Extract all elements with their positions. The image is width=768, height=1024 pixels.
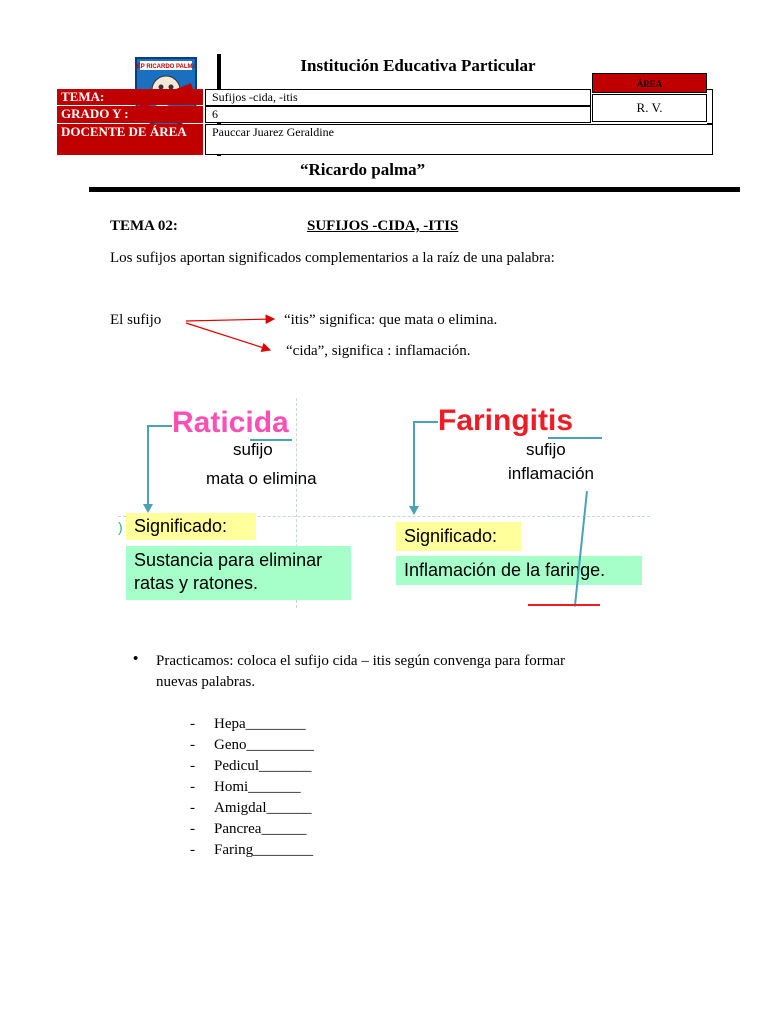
header-rule — [89, 187, 740, 192]
institution-title: Institución Educativa Particular — [300, 56, 536, 75]
tema-label: TEMA: — [57, 89, 203, 105]
list-item: - Amigdal______ — [190, 800, 312, 816]
arrow-to-itis — [186, 319, 274, 321]
raticida-suffix-meaning: mata o elimina — [206, 469, 317, 488]
raticida-definition — [126, 546, 351, 600]
header-table-edge — [707, 89, 713, 124]
suffix-underline — [548, 437, 602, 439]
itis-line: “itis” significa: que mata o elimina. — [284, 312, 498, 328]
logo-text: IEP RICARDO PALMA — [135, 64, 197, 70]
bullet-mark: ) — [118, 519, 123, 535]
cida-line: “cida”, significa : inflamación. — [286, 343, 471, 359]
sufijo-arrows — [180, 312, 280, 358]
faringitis-significado-label: Significado: — [396, 522, 521, 551]
arrow-to-cida — [186, 323, 270, 350]
raticida-arrow — [140, 422, 174, 514]
area-value: R. V. — [592, 94, 707, 122]
list-item: - Pedicul_______ — [190, 758, 312, 774]
list-item: - Geno_________ — [190, 737, 314, 753]
practice-item-2: Geno_________ — [214, 737, 314, 753]
list-item: - Homi_______ — [190, 779, 301, 795]
practice-item-6: Pancrea______ — [214, 821, 307, 837]
list-item: - Faring________ — [190, 842, 314, 858]
practice-item-4: Homi_______ — [214, 779, 301, 795]
word-faringitis: Faringitis — [438, 404, 574, 437]
faringitis-suffix-meaning: inflamación — [508, 464, 594, 483]
practice-item-3: Pedicul_______ — [214, 758, 312, 774]
tema-value: Sufijos -cida, -itis — [205, 89, 591, 106]
school-name: “Ricardo palma” — [300, 160, 426, 179]
docente-label — [57, 124, 203, 155]
practice-instruction — [156, 651, 676, 693]
tema-title: SUFIJOS -CIDA, -ITIS — [307, 218, 459, 234]
stray-line — [528, 604, 600, 606]
practice-list — [190, 714, 314, 861]
intro-text: Los sufijos aportan significados complementarios a la raíz de una palabra: — [110, 250, 555, 266]
faringitis-suffix-label: sufijo — [526, 440, 566, 459]
raticida-definition-line-2: ratas y ratones. — [134, 573, 259, 593]
tema-number: TEMA 02: — [110, 218, 178, 234]
area-label: ÁREA — [592, 73, 707, 93]
list-item: - Pancrea______ — [190, 821, 307, 837]
docente-value: Pauccar Juarez Geraldine — [205, 124, 713, 155]
word-raticida: Raticida — [172, 406, 289, 439]
grado-label: GRADO Y : — [57, 106, 203, 123]
docente-label-text: DOCENTE DE ÁREA — [61, 124, 187, 139]
list-item: - Hepa________ — [190, 716, 306, 732]
practice-item-7: Faring________ — [214, 842, 314, 858]
practice-instruction-line-1: Practicamos: coloca el sufijo cida – itis según convenga para formar — [156, 653, 566, 669]
grado-value: 6 — [205, 106, 591, 123]
practice-item-1: Hepa________ — [214, 716, 306, 732]
practice-item-5: Amigdal______ — [214, 800, 312, 816]
raticida-significado-label: Significado: — [126, 513, 256, 540]
practice-bullet: • — [133, 651, 139, 667]
sufijo-label: El sufijo — [110, 312, 162, 328]
raticida-suffix-label: sufijo — [233, 440, 273, 459]
examples-figure — [118, 398, 650, 608]
faringitis-definition: Inflamación de la faringe. — [396, 556, 642, 585]
raticida-definition-line-1: Sustancia para eliminar — [134, 550, 323, 570]
practice-instruction-line-2: nuevas palabras. — [156, 674, 256, 690]
stray-line — [574, 491, 588, 607]
faringitis-arrow — [404, 418, 440, 518]
